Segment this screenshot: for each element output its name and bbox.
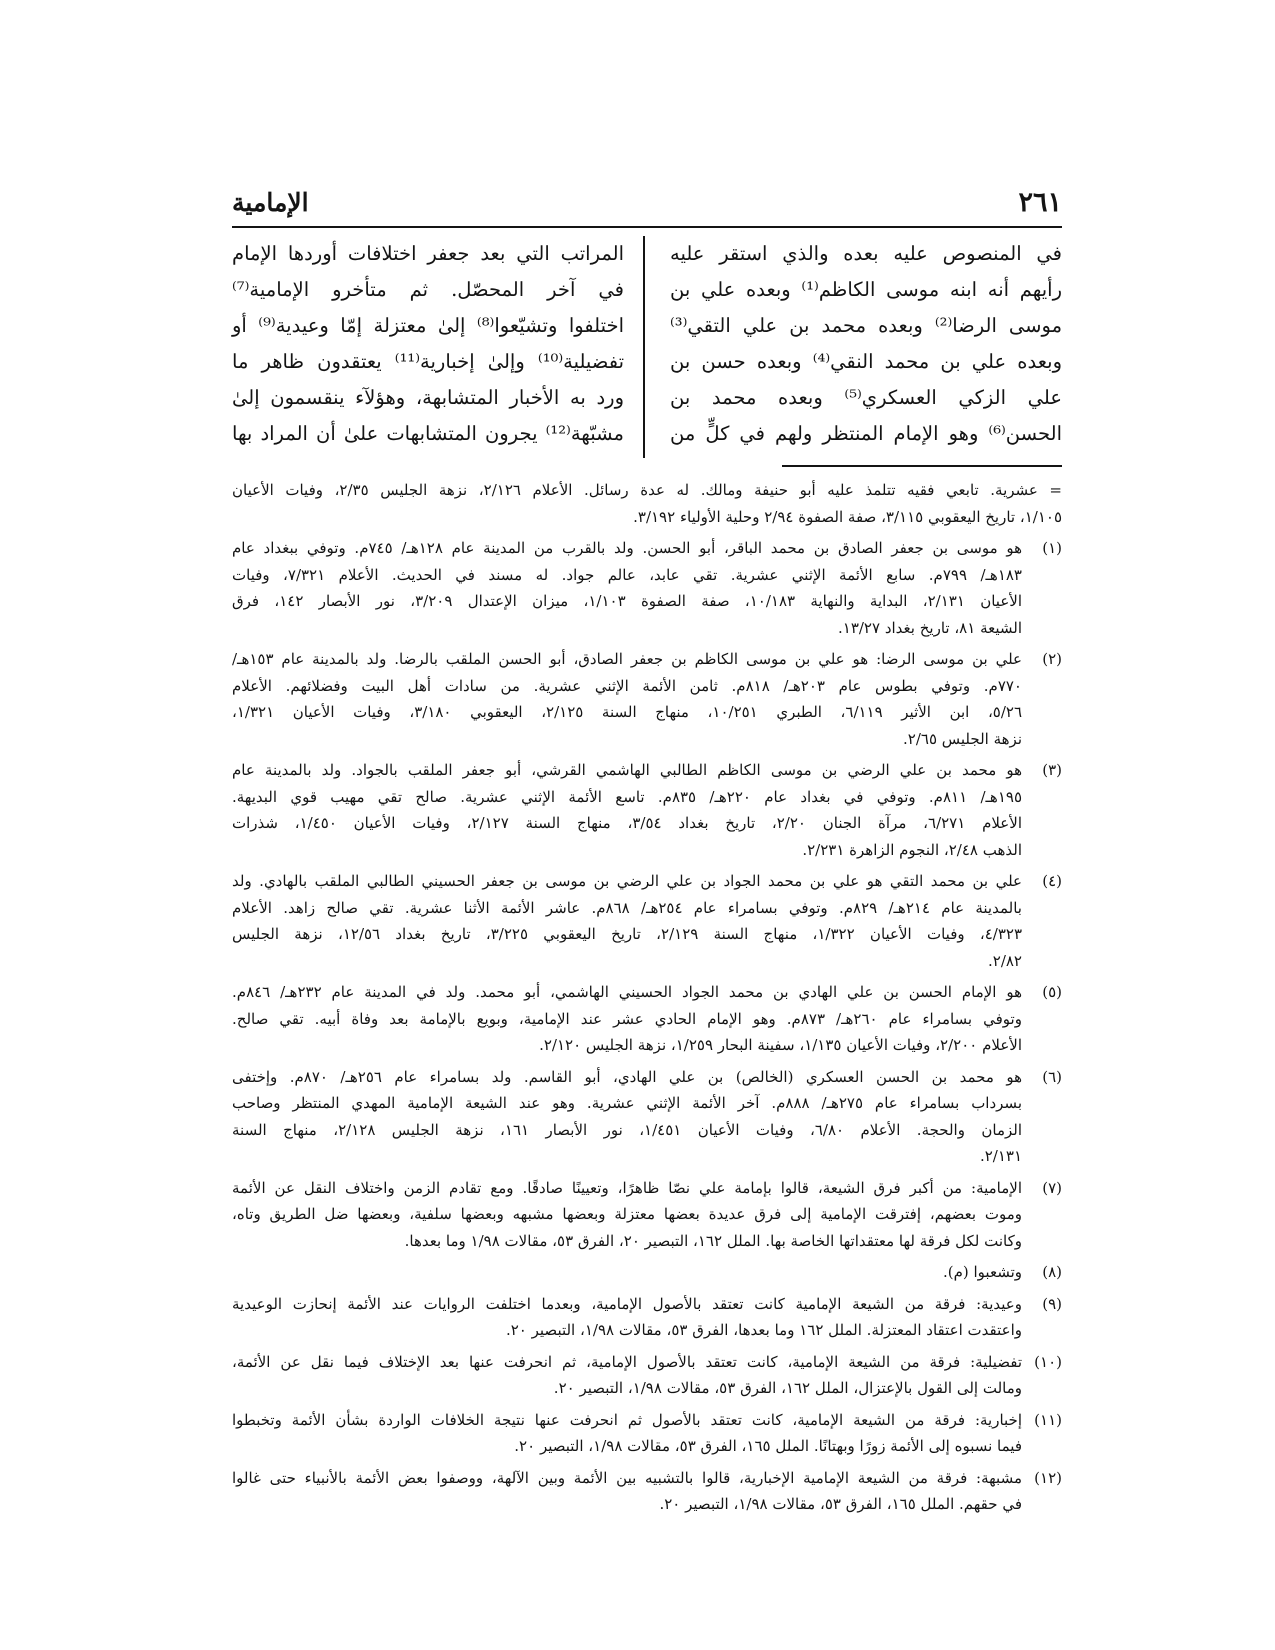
- footnote-separator: [782, 465, 1062, 467]
- footnote-line: الزمان والحجة. الأعلام ٦/٨٠، وفيات الأعيان ١/٤٥١، نور الأبصار ١٦١، نزهة الجليس ٢/١٢٨، منهاج السنة: [232, 1120, 1022, 1139]
- footnote-line: فيما نسبوه إلى الأئمة زورًا وبهتانًا. الملل ١٦٥، الفرق ٥٣، مقالات ١/٩٨، التبصير ٢٠.: [514, 1437, 1022, 1455]
- footnote-line: ١٨٣هـ/ ٧٩٩م. سابع الأئمة الإثني عشرية. تقي عابد، عالم جواد. له مسند في الحديث. الأعلام ٧/٣٢١، وفيات: [232, 565, 1022, 584]
- footnote: [232, 757, 1062, 863]
- footnote-line: ٢/١٣١.: [979, 1147, 1022, 1165]
- footnote-number: (١٠): [1034, 1352, 1062, 1371]
- footnote-line: بالمدينة عام ٢١٤هـ/ ٨٢٩م. وتوفي بسامراء عام ٢٥٤هـ/ ٨٦٨م. عاشر الأئمة الأثنا عشرية. تقي صالح زاهد. الأعلام: [232, 898, 1022, 917]
- footnote-line: ١/١٠٥، تاريخ اليعقوبي ٣/١١٥، صفة الصفوة ٢/٩٤ وحلية الأولياء ٣/١٩٢.: [633, 507, 1062, 526]
- footnote: [232, 1175, 1062, 1255]
- right-column: [670, 236, 1062, 452]
- footnote-line: هو الإمام الحسن بن علي الهادي بن محمد الجواد الحسيني الهاشمي، أبو محمد. ولد في المدينة عام ٢٣٢هـ/ ٨٤٦م.: [232, 983, 1022, 1001]
- footnote-line: ومالت إلى القول بالإعتزال، الملل ١٦٢، الفرق ٥٣، مقالات ١/٩٨، التبصير ٢٠.: [553, 1379, 1022, 1397]
- footnote-line: هو محمد بن علي الرضي بن موسى الكاظم الطالبي الهاشمي القرشي، أبو جعفر الملقب بالجواد. ولد بالمدينة عام: [232, 761, 1022, 779]
- footnote-line: وتوفي بسامراء عام ٢٦٠هـ/ ٨٧٣م. وهو الإمام الحادي عشر عند الإمامية، وبويع بالإمامة بعد وفاة أبيه. تقي صالح.: [232, 1009, 1022, 1028]
- footnote-line: هو موسى بن جعفر الصادق بن محمد الباقر، أبو الحسن. ولد بالقرب من المدينة عام ١٢٨هـ/ ٧٤٥م. وتوفي ببغداد عام: [232, 539, 1022, 557]
- footnote-line: وكانت لكل فرقة لها معتقداتها الخاصة بها. الملل ١٦٢، التبصير ٢٠، الفرق ٥٣، مقالات ١/٩٨ وما بعدها.: [404, 1231, 1022, 1250]
- footnote-line: الشيعة ٨١، تاريخ بغداد ١٣/٢٧.: [837, 618, 1022, 637]
- footnote-number: (٩): [1042, 1294, 1062, 1313]
- left-column: [232, 236, 624, 452]
- footnote: [232, 646, 1062, 752]
- footnote-number: (٢): [1042, 650, 1062, 668]
- footnote-line: ٢/٨٢.: [987, 951, 1022, 970]
- right-column-line: علي الزكي العسكري⁽⁵⁾ وبعده محمد بن: [670, 386, 1063, 409]
- left-column-line: مشبّهة⁽¹²⁾ يجرون المتشابهات علىٰ أن المراد بها: [232, 422, 624, 445]
- footnote: [232, 1291, 1062, 1344]
- footnote-number: (٥): [1042, 983, 1062, 1001]
- left-column-line: في آخر المحصّل. ثم متأخرو الإمامية⁽⁷⁾: [232, 278, 624, 301]
- footnote-number: (٦): [1042, 1067, 1062, 1086]
- right-column-line: الحسن⁽⁶⁾ وهو الإمام المنتظر ولهم في كلٍّ من: [670, 422, 1062, 445]
- footnote-line: تفضيلية: فرقة من الشيعة الإمامية، كانت تعتقد بالأصول الإمامية، ثم انحرفت عنها بعد الإختلاف فيما نقل عن الأئمة،: [232, 1352, 1022, 1371]
- footnote-line: وتشعبوا (م).: [942, 1263, 1022, 1281]
- right-column-line: في المنصوص عليه بعده والذي استقر عليه: [670, 242, 1062, 265]
- footnote-number: (٨): [1042, 1263, 1062, 1281]
- footnote-continuation: [232, 477, 1062, 530]
- footnote-line: هو محمد بن الحسن العسكري (الخالص) بن علي الهادي، أبو القاسم. ولد بسامراء عام ٢٥٦هـ/ ٨٧٠م. وإختفى: [232, 1067, 1022, 1086]
- footnote-line: ٧٧٠م. وتوفي بطوس عام ٢٠٣هـ/ ٨١٨م. ثامن الأئمة الإثني عشرية. من سادات أهل البيت وفضلائهم. الأعلام: [232, 676, 1022, 695]
- right-column-line: موسى الرضا⁽²⁾ وبعده محمد بن علي التقي⁽³⁾: [670, 314, 1063, 337]
- footnote-number: (١٢): [1034, 1468, 1062, 1487]
- footnote-line: إخبارية: فرقة من الشيعة الإمامية، كانت تعتقد بالأصول ثم انحرفت عنها نتيجة الخلافات الواردة بشأن الأئمة وتخبطوا: [232, 1410, 1022, 1429]
- footnote-line: نزهة الجليس ٢/٦٥.: [903, 729, 1022, 748]
- footnote-line: علي بن محمد التقي هو علي بن محمد الجواد بن علي الرضي بن موسى بن جعفر الحسيني الطالبي الملقب بالهادي. ولد: [232, 872, 1022, 890]
- footnote: [232, 1064, 1062, 1170]
- running-header: [232, 183, 1062, 225]
- right-column-line: وبعده علي بن محمد النقي⁽⁴⁾ وبعده حسن بن: [670, 350, 1062, 373]
- footnote-line: ١٩٥هـ/ ٨١١م. وتوفي في بغداد عام ٢٢٠هـ/ ٨٣٥م. تاسع الأئمة الإثني عشرية. صالح تقي مهيب قوي البديهة.: [232, 787, 1022, 806]
- main-text-columns: [232, 236, 1062, 458]
- footnote-line: ٥/٢٦، ابن الأثير ٦/١١٩، الطبري ١٠/٢٥١، منهاج السنة ٢/١٢٥، اليعقوبي ٣/١٨٠، وفيات الأعيان ١/٣٢١،: [232, 703, 1022, 721]
- page-number: ٢٦١: [1018, 187, 1062, 218]
- footnote-number: (٣): [1042, 761, 1062, 779]
- right-column-line: رأيهم أنه ابنه موسى الكاظم⁽¹⁾ وبعده علي بن: [670, 278, 1062, 301]
- footnote-line: علي بن موسى الرضا: هو علي بن موسى الكاظم بن جعفر الصادق، أبو الحسن الملقب بالرضا. ولد بالمدينة عام ١٥٣هـ/: [232, 650, 1022, 668]
- footnote-line: وموت بعضهم، إفترقت الإمامية إلى فرق عديدة بعضها معتزلة وبعضها مشبهه وبعضها سلفية، وبعضها ضل الطريق وتاه،: [232, 1205, 1022, 1223]
- footnote-line: ٤/٣٢٣، وفيات الأعيان ١/٣٢٢، منهاج السنة ٢/١٢٩، تاريخ اليعقوبي ٣/٢٢٥، تاريخ بغداد ١٢/٥٦، نزهة الجليس: [232, 925, 1022, 943]
- footnote-line: الأعيان ٢/١٣١، البداية والنهاية ١٠/١٨٣، صفة الصفوة ١/١٠٣، ميزان الإعتدال ٣/٢٠٩، نور الأبصار ١٤٢، فرق: [232, 592, 1022, 610]
- column-divider: [643, 236, 645, 458]
- footnote-line: الأعلام ٢/٢٠٠، وفيات الأعيان ١/١٣٥، سفينة البحار ١/٢٥٩، نزهة الجليس ٢/١٢٠.: [539, 1036, 1022, 1054]
- footnote-number: (١١): [1034, 1410, 1062, 1429]
- footnote-line: وعيدية: فرقة من الشيعة الإمامية كانت تعتقد بالأصول الإمامية، وبعدما اختلفت الروايات عند الأئمة إنحازت الوعيدية: [232, 1294, 1022, 1313]
- footnote-number: (١): [1042, 539, 1062, 557]
- footnote-number: (٤): [1042, 872, 1062, 890]
- footnote-line: بسرداب بسامراء عام ٢٧٥هـ/ ٨٨٨م. آخر الأئمة الإثني عشرية. وهو عند الشيعة الإمامية المهدي المنتظر وصاحب: [232, 1094, 1022, 1112]
- left-column-line: المراتب التي بعد جعفر اختلافات أوردها الإمام: [232, 242, 624, 265]
- footnote-number: (٧): [1042, 1178, 1062, 1197]
- footnote: [232, 1407, 1062, 1460]
- footnote-line: واعتقدت اعتقاد المعتزلة. الملل ١٦٢ وما بعدها، الفرق ٥٣، مقالات ١/٩٨، التبصير ٢٠.: [505, 1321, 1022, 1339]
- left-column-line: اختلفوا وتشيّعوا⁽⁸⁾ إلىٰ معتزلة إمّا وعيدية⁽⁹⁾ أو: [232, 314, 624, 337]
- footnote: [232, 868, 1062, 974]
- left-column-line: تفضيلية⁽¹⁰⁾ وإلىٰ إخبارية⁽¹¹⁾ يعتقدون ظاهر ما: [232, 350, 624, 373]
- left-column-line: ورد به الأخبار المتشابهة، وهؤلآء ينقسمون إلىٰ: [232, 386, 624, 409]
- footnote: [232, 979, 1062, 1059]
- footnotes: [232, 477, 1062, 1523]
- footnote: [232, 1259, 1062, 1286]
- running-title: الإمامية: [232, 188, 309, 217]
- header-rule: [232, 226, 1062, 228]
- footnote: [232, 1349, 1062, 1402]
- footnote-line: مشبهة: فرقة من الشيعة الإمامية الإخبارية، قالوا بالتشبيه بين الأئمة وبين الآلهة، ووصفوا بعض الأئمة بالأنبياء حتى غالوا: [232, 1468, 1022, 1487]
- footnote: [232, 535, 1062, 641]
- footnote-line: في حقهم. الملل ١٦٥، الفرق ٥٣، مقالات ١/٩٨، التبصير ٢٠.: [659, 1495, 1022, 1513]
- footnote: [232, 1465, 1062, 1518]
- footnote-line: الأعلام ٦/٢٧١، مرآة الجنان ٢/٢٠، تاريخ بغداد ٣/٥٤، منهاج السنة ٢/١٢٧، وفيات الأعيان ١/٤٥٠، شذرات: [232, 814, 1022, 832]
- footnote-line: الإمامية: من أكبر فرق الشيعة، قالوا بإمامة علي نصّا ظاهرًا، وتعيينًا صادقًا. ومع تقادم الزمن واختلاف النقل عن الأئمة: [232, 1178, 1022, 1197]
- footnote-line: = عشرية. تابعي فقيه تتلمذ عليه أبو حنيفة ومالك. له عدة رسائل. الأعلام ٢/١٢٦، نزهة الجليس ٢/٣٥، وفيات الأعيان: [232, 481, 1062, 499]
- footnote-line: الذهب ٢/٤٨، النجوم الزاهرة ٢/٢٣١.: [802, 840, 1022, 859]
